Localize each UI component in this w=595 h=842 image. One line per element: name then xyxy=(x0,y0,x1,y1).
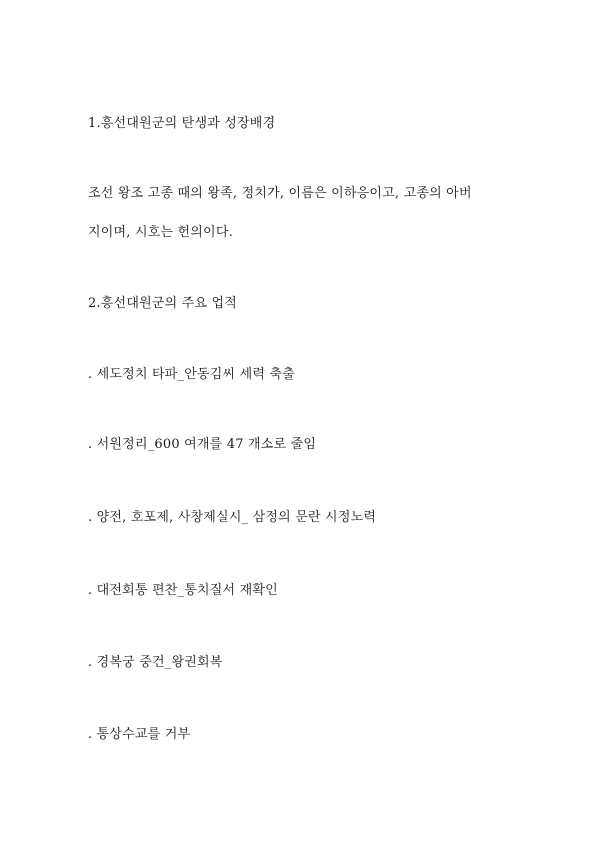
section1-body-line1: 조선 왕조 고종 때의 왕족, 정치가, 이름은 이하응이고, 고종의 아버 xyxy=(88,186,472,201)
achievement-item: . 대전회통 편찬_통치질서 재확인 xyxy=(88,583,278,598)
achievement-item: . 세도정치 타파_안동김씨 세력 축출 xyxy=(88,367,295,382)
section2-heading: 2.흥선대원군의 주요 업적 xyxy=(88,296,238,311)
achievement-item: . 양전, 호포제, 사창제실시_ 삼정의 문란 시정노력 xyxy=(88,510,377,525)
achievement-item: . 경복궁 중건_왕권회복 xyxy=(88,655,223,670)
section1-body-line2: 지이며, 시호는 헌의이다. xyxy=(88,225,233,240)
achievement-item: . 통상수교를 거부 xyxy=(88,727,191,742)
achievement-item: . 서원정리_600 여개를 47 개소로 줄임 xyxy=(88,437,317,452)
section1-heading: 1.흥선대원군의 탄생과 성장배경 xyxy=(88,116,276,131)
